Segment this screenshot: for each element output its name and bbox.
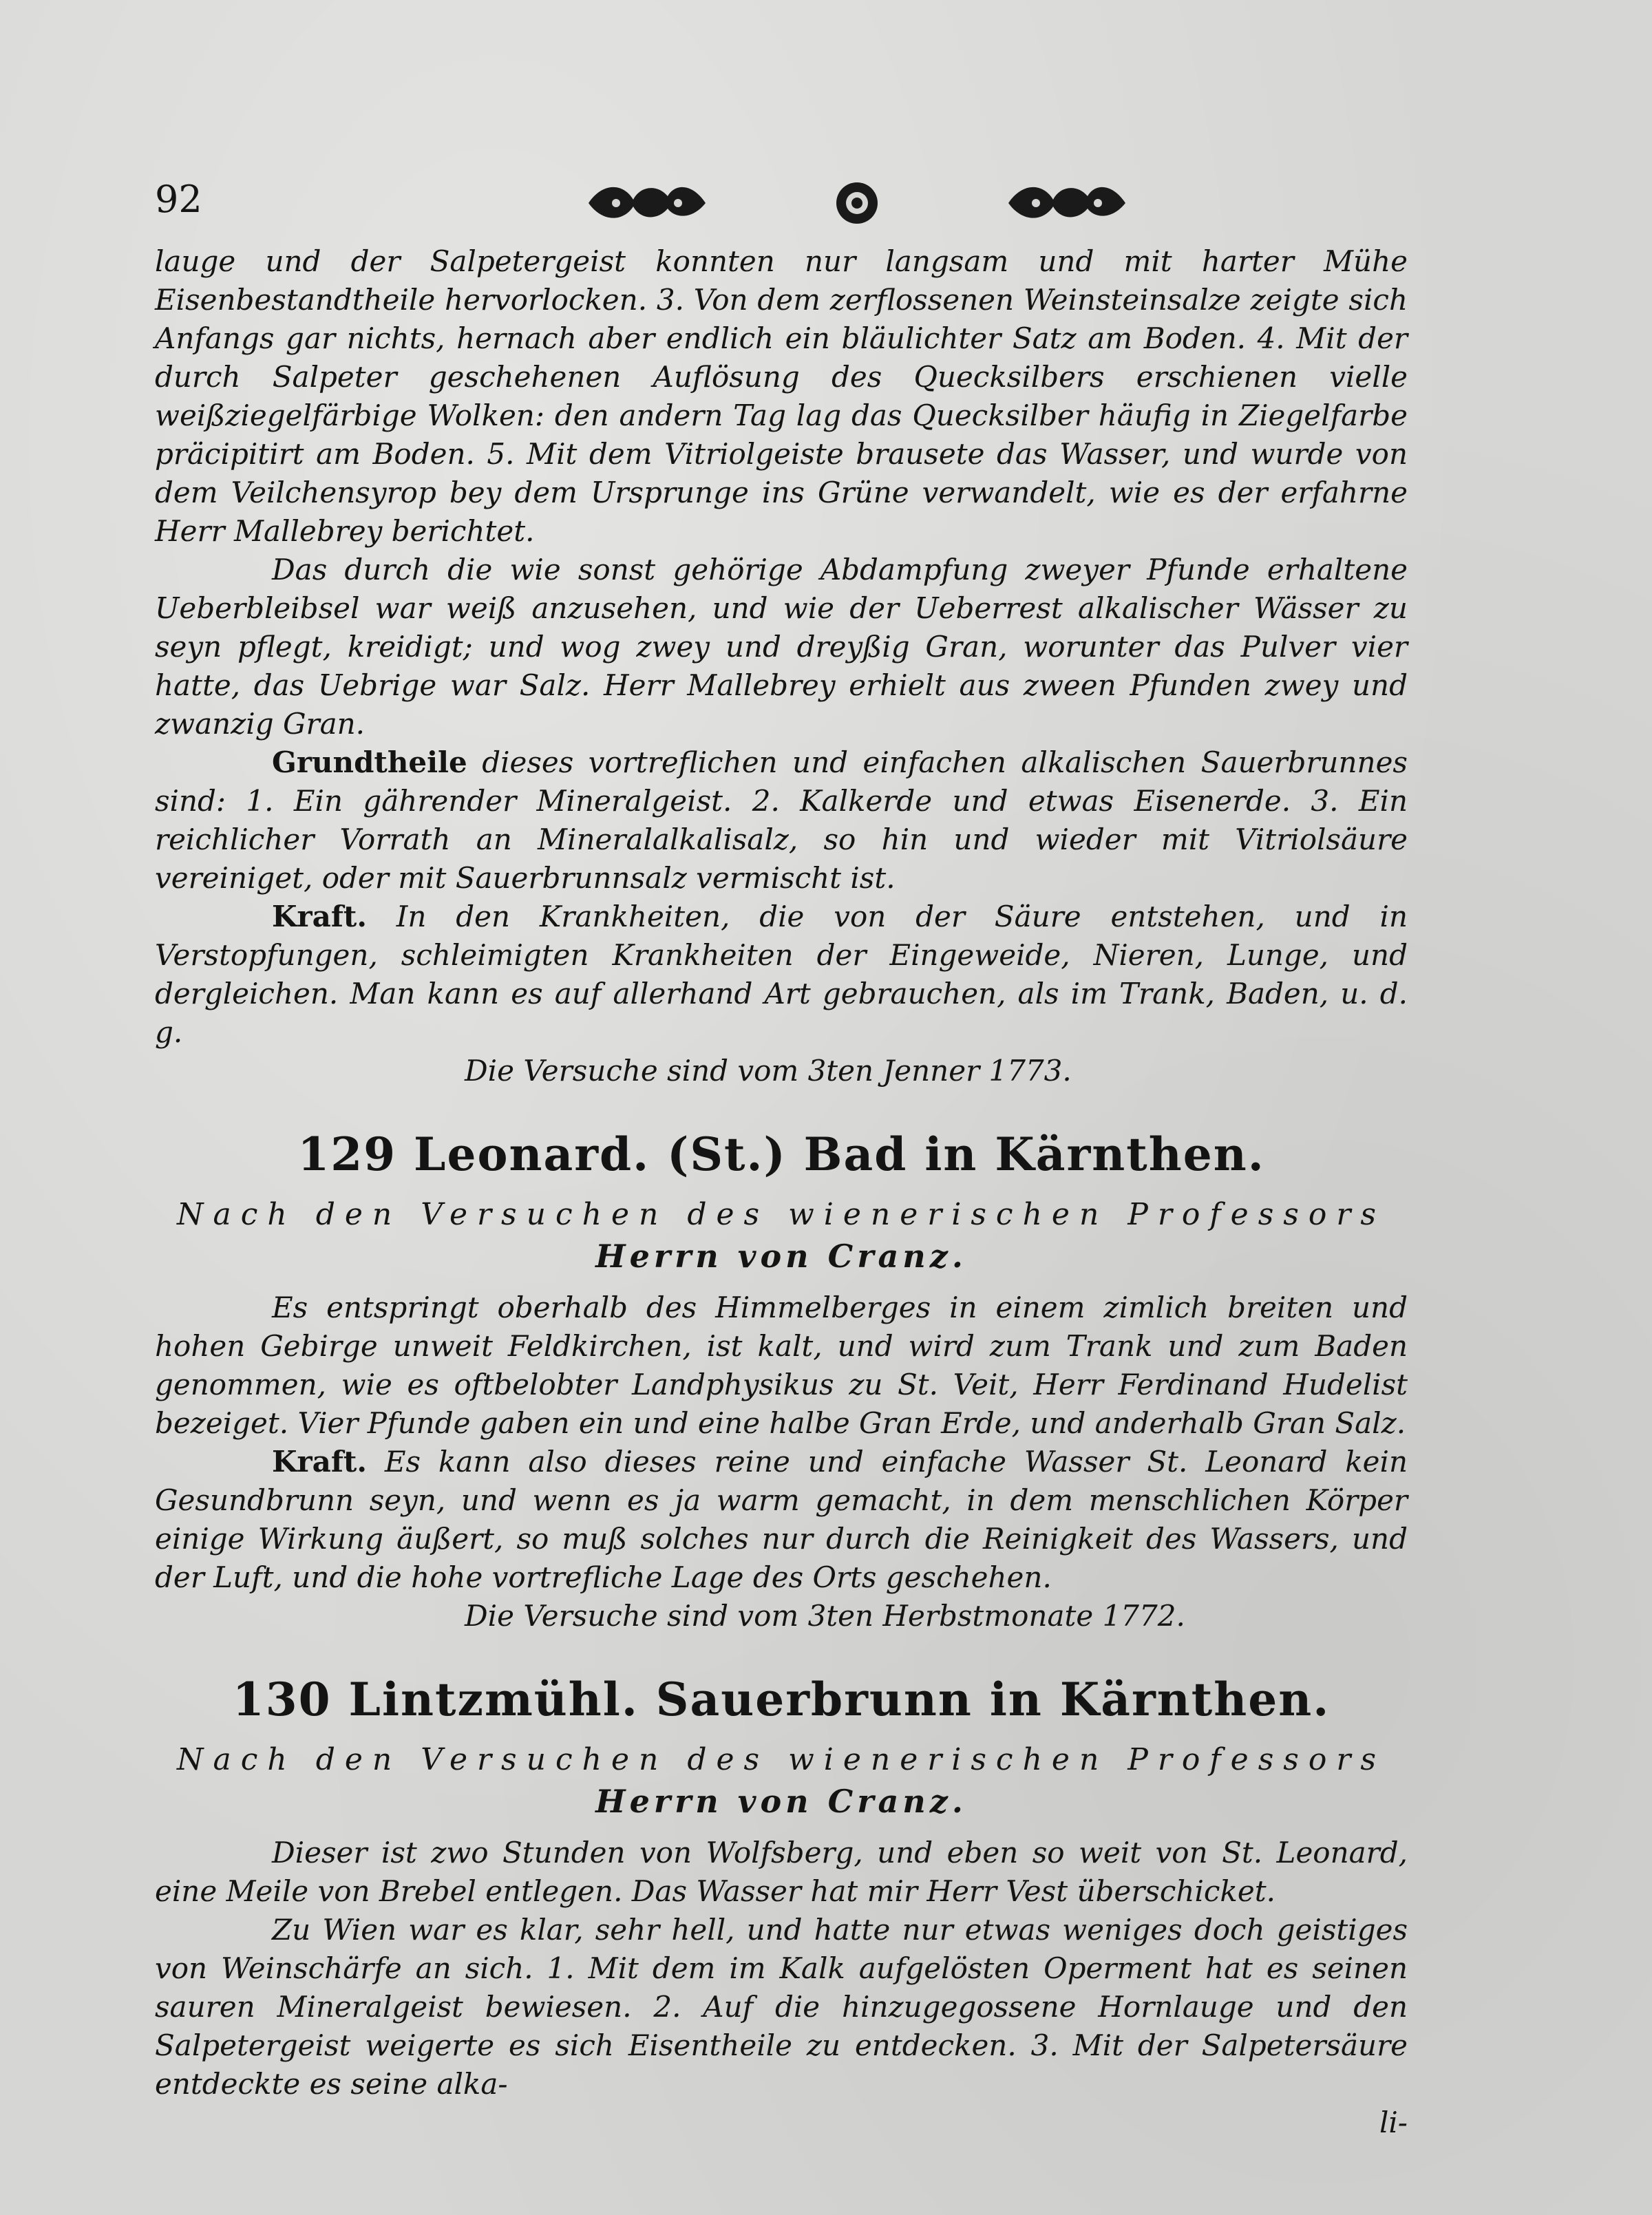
- section-subtitle: Nach den Versuchen des wienerischen Professors: [177, 1197, 1386, 1232]
- paragraph: lauge und der Salpetergeist konnten nur langsam und mit harter Mühe Eisenbestandtheile hervorlocken. 3. Von dem zerflossenen Weinsteinsalze zeigte sich Anfangs gar nichts, hernach aber endlich ein bläulichter Satz am Boden. 4. Mit der durch Salpeter geschehenen Auflösung des Quecksilbers erschienen vielle weißziegelfärbige Wolken: den andern Tag lag das Quecksilber häufig in Ziegelfarbe präcipitirt am Boden. 5. Mit dem Vitriolgeiste brausete das Wasser, und wurde von dem Veilchensyrop bey dem Ursprunge ins Grüne verwandelt, wie es der erfahrne Herr Mallebrey berichtet.: [155, 244, 1408, 548]
- experiment-date: Die Versuche sind vom 3ten Jenner 1773.: [465, 1054, 1072, 1088]
- paragraph-lead: Kraft.: [272, 1445, 367, 1479]
- paragraph-lead: Kraft.: [272, 900, 367, 933]
- paragraph: Das durch die wie sonst gehörige Abdampfung zweyer Pfunde erhaltene Ueberbleibsel war weiß anzusehen, und wie der Ueberrest alkalischer Wässer zu seyn pflegt, kreidigt; und wog zwey und dreyßig Gran, worunter das Pulver vier hatte, das Uebrige war Salz. Herr Mallebrey erhielt aus zween Pfunden zwey und zwanzig Gran.: [155, 553, 1408, 741]
- section-subtitle: Nach den Versuchen des wienerischen Professors: [177, 1742, 1386, 1777]
- page-header: [155, 176, 1394, 231]
- paragraph: [155, 898, 1408, 1052]
- section-subtitle-name: Herrn von Cranz.: [595, 1783, 967, 1820]
- paragraph-body: In den Krankheiten, die von der Säure entstehen, und in Verstopfungen, schleimigten Krankheiten der Eingeweide, Nieren, Lunge, und dergleichen. Man kann es auf allerhand Art gebrauchen, als im Trank, Baden, u. d. g.: [155, 900, 1408, 1049]
- paragraph: Dieser ist zwo Stunden von Wolfsberg, und eben so weit von St. Leonard, eine Meile von Brebel entlegen. Das Wasser hat mir Herr Vest überschicket.: [155, 1836, 1408, 1908]
- paragraph: [155, 743, 1408, 898]
- header-ornament-icon: [575, 176, 1139, 231]
- paragraph: Es entspringt oberhalb des Himmelberges in einem zimlich breiten und hohen Gebirge unweit Feldkirchen, ist kalt, und wird zum Trank und zum Baden genommen, wie es oftbelobter Landphysikus zu St. Veit, Herr Ferdinand Hudelist bezeiget. Vier Pfunde gaben ein und eine halbe Gran Erde, und anderhalb Gran Salz.: [155, 1291, 1408, 1440]
- paragraph-body: Es kann also dieses reine und einfache Wasser St. Leonard kein Gesundbrunn seyn, und wenn es ja warm gemacht, in dem menschlichen Körper einige Wirkung äußert, so muß solches nur durch die Reinigkeit des Wassers, und der Luft, und die hohe vortrefliche Lage des Orts geschehen.: [155, 1445, 1408, 1594]
- section-title: 129 Leonard. (St.) Bad in Kärnthen.: [297, 1127, 1265, 1181]
- page-content: [155, 242, 1408, 2142]
- paragraph-lead: Grundtheile: [272, 745, 467, 779]
- section-subtitle-name: Herrn von Cranz.: [595, 1238, 967, 1275]
- paragraph: [155, 1443, 1408, 1597]
- experiment-date: Die Versuche sind vom 3ten Herbstmonate 1772.: [465, 1599, 1185, 1633]
- catchword: li-: [1379, 2106, 1408, 2139]
- section-title: 130 Lintzmühl. Sauerbrunn in Kärnthen.: [232, 1673, 1331, 1726]
- page-number: 92: [155, 178, 202, 221]
- paragraph-body: dieses vortreflichen und einfachen alkalischen Sauerbrunnes sind: 1. Ein gährender Mineralgeist. 2. Kalkerde und etwas Eisenerde. 3. Ein reichlicher Vorrath an Mineralalkalisalz, so hin und wieder mit Vitriolsäure vereiniget, oder mit Sauerbrunnsalz vermischt ist.: [155, 745, 1408, 895]
- paragraph: Zu Wien war es klar, sehr hell, und hatte nur etwas weniges doch geistiges von Weinschärfe an sich. 1. Mit dem im Kalk aufgelösten Operment hat es seinen sauren Mineralgeist bewiesen. 2. Auf die hinzugegossene Hornlauge und den Salpetergeist weigerte es sich Eisentheile zu entdecken. 3. Mit der Salpetersäure entdeckte es seine alka-: [155, 1913, 1408, 2101]
